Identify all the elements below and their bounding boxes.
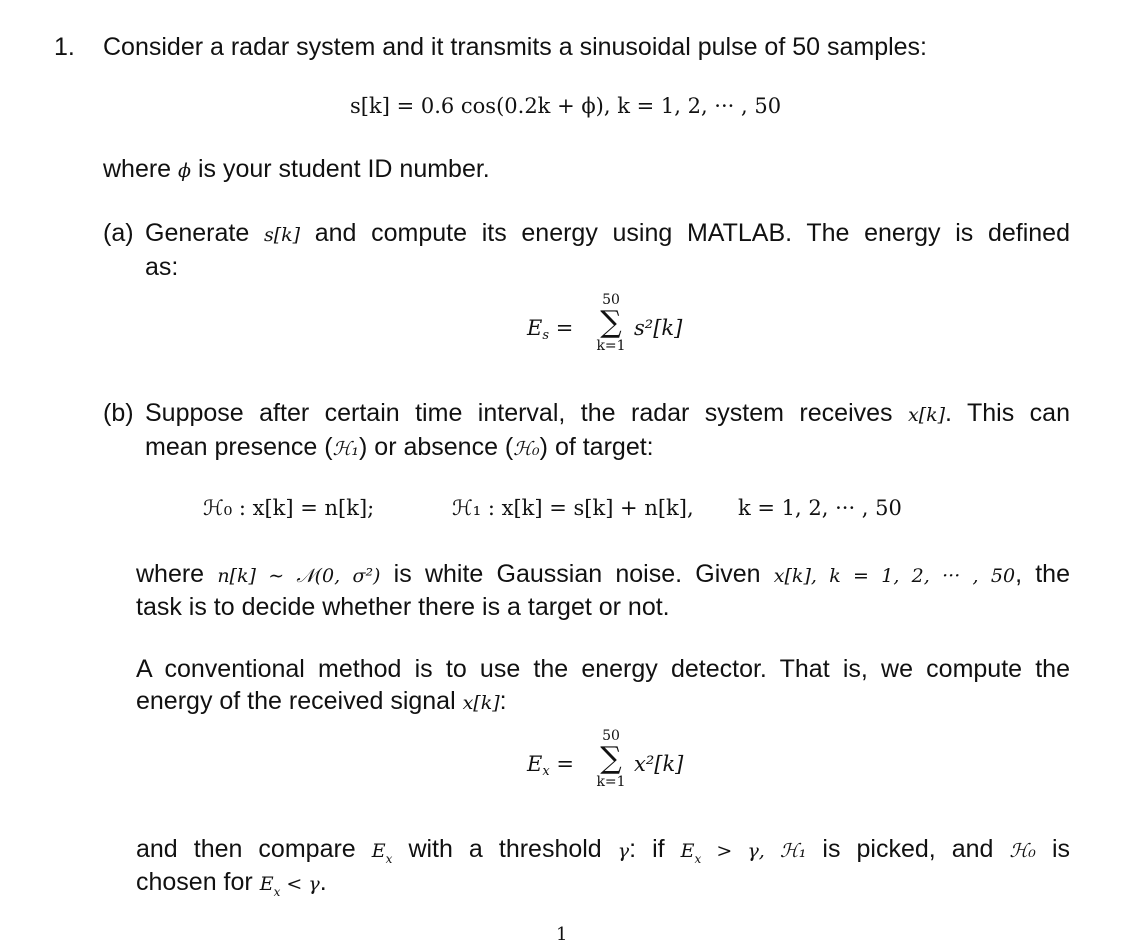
es-equals: = bbox=[549, 316, 574, 340]
cmp-cond-rest: > γ, ℋ₁ bbox=[701, 840, 807, 862]
cmp-ex-sub: x bbox=[385, 852, 393, 866]
part-a-label: (a) bbox=[103, 219, 134, 247]
conv-line2-post: : bbox=[499, 687, 507, 715]
cmp-cond-sub: x bbox=[694, 852, 702, 866]
conv-line2 bbox=[136, 685, 507, 719]
part-a-line1 bbox=[145, 217, 1070, 251]
es-sub: s bbox=[542, 328, 550, 344]
part-b-line2-mid: ) or absence ( bbox=[359, 433, 514, 461]
part-a-line2: as: bbox=[145, 253, 179, 281]
energy-s-lhs bbox=[527, 316, 573, 343]
es-symbol: E bbox=[527, 316, 543, 340]
part-a-line1-pre: Generate bbox=[145, 219, 264, 247]
hypothesis-h1: ℋ₁ : x[k] = s[k] + n[k], bbox=[452, 496, 694, 520]
part-b-label: (b) bbox=[103, 399, 134, 427]
noise-line2: task is to decide whether there is a target or not. bbox=[136, 593, 670, 621]
phi-symbol: ϕ bbox=[178, 160, 191, 182]
ex-equals: = bbox=[549, 752, 574, 776]
ex-sum-lower: k=1 bbox=[596, 774, 626, 790]
conv-line1: A conventional method is to use the energy detector. That is, we compute the bbox=[136, 655, 1070, 683]
noise-math2: x[k], k = 1, 2, ··· , 50 bbox=[773, 565, 1016, 587]
ex-sub: x bbox=[542, 764, 550, 780]
noise-mid: is white Gaussian noise. Given bbox=[380, 560, 774, 588]
chosen-math: E bbox=[259, 873, 274, 895]
part-b-line2-post: ) of target: bbox=[539, 433, 654, 461]
sigma-icon: ∑ bbox=[600, 305, 622, 340]
energy-x-sum bbox=[591, 728, 631, 790]
sigma-icon: ∑ bbox=[600, 741, 622, 776]
part-a-line1-math: s[k] bbox=[263, 224, 301, 246]
noise-line1 bbox=[136, 558, 1070, 592]
problem-number: 1. bbox=[54, 33, 75, 61]
where-line bbox=[103, 153, 490, 187]
part-b-line1-post: . This can bbox=[945, 399, 1070, 427]
page-number: 1 bbox=[556, 924, 568, 945]
energy-x-lhs bbox=[527, 752, 574, 779]
h0-symbol: ℋ₀ bbox=[513, 438, 540, 460]
noise-math: n[k] ∼ 𝒩(0, σ²) bbox=[217, 565, 381, 587]
chosen-post: . bbox=[319, 868, 327, 896]
part-b-line1 bbox=[145, 397, 1070, 431]
part-b-line2 bbox=[145, 431, 654, 465]
cmp-mid2: : if bbox=[629, 835, 681, 863]
h1-symbol: ℋ₁ bbox=[332, 438, 360, 460]
cmp-post: is bbox=[1035, 835, 1070, 863]
part-b-line1-math: x[k] bbox=[907, 404, 946, 426]
cmp-ex: E bbox=[371, 840, 386, 862]
conv-line2-math: x[k] bbox=[462, 692, 500, 714]
part-a-line1-post: and compute its energy using MATLAB. The energy is defined bbox=[300, 219, 1070, 247]
cmp-gamma: γ bbox=[617, 840, 630, 862]
hypothesis-range: k = 1, 2, ··· , 50 bbox=[738, 496, 902, 520]
energy-s-rhs: s²[k] bbox=[634, 316, 683, 340]
part-b-line1-pre: Suppose after certain time interval, the radar system receives bbox=[145, 399, 908, 427]
es-sum-lower: k=1 bbox=[596, 338, 626, 354]
chosen-math-rest: < γ bbox=[280, 873, 320, 895]
problem-intro: Consider a radar system and it transmits a sinusoidal pulse of 50 samples: bbox=[103, 33, 927, 61]
noise-post: , the bbox=[1015, 560, 1070, 588]
where-post: is your student ID number. bbox=[191, 155, 490, 183]
signal-equation: s[k] = 0.6 cos(0.2k + ϕ), k = 1, 2, ··· , 50 bbox=[350, 94, 782, 118]
energy-s-sum bbox=[591, 292, 631, 354]
compare-line2 bbox=[136, 866, 327, 908]
cmp-pre: and then compare bbox=[136, 835, 372, 863]
cmp-mid1: with a threshold bbox=[392, 835, 618, 863]
hypothesis-h0: ℋ₀ : x[k] = n[k]; bbox=[203, 496, 375, 520]
chosen-pre: chosen for bbox=[136, 868, 260, 896]
ex-symbol: E bbox=[527, 752, 543, 776]
where-pre: where bbox=[103, 155, 179, 183]
cmp-mid3: is picked, and bbox=[806, 835, 1010, 863]
cmp-h0: ℋ₀ bbox=[1009, 840, 1036, 862]
cmp-cond: E bbox=[680, 840, 695, 862]
ex-sum-upper: 50 bbox=[602, 728, 620, 744]
part-b-line2-pre: mean presence ( bbox=[145, 433, 333, 461]
conv-line2-pre: energy of the received signal bbox=[136, 687, 463, 715]
chosen-math-sub: x bbox=[273, 885, 281, 899]
energy-x-rhs: x²[k] bbox=[634, 752, 684, 776]
es-sum-upper: 50 bbox=[602, 292, 620, 308]
noise-pre: where bbox=[136, 560, 218, 588]
